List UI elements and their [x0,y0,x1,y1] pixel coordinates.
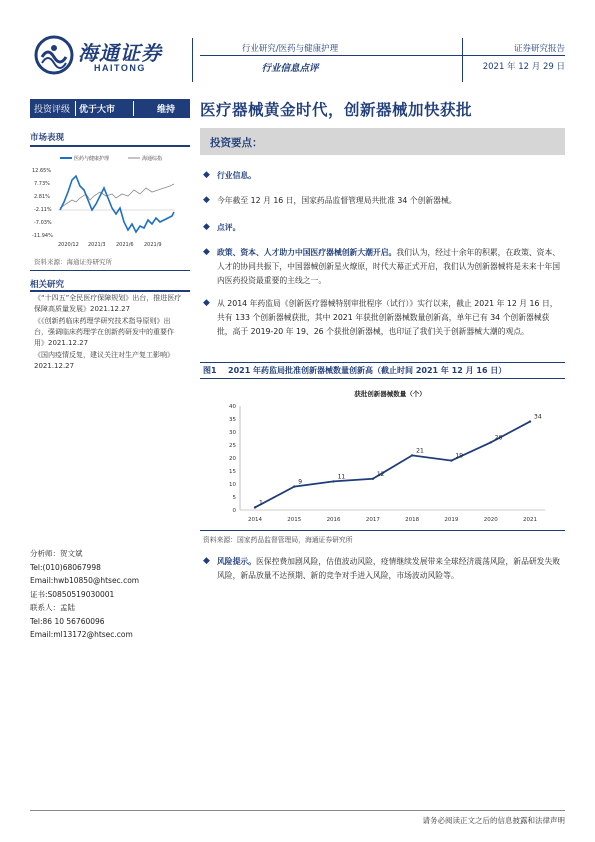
data-label: 19 [455,452,464,460]
key-point-text: 我们认为，经过十余年的积累，在政策、资本、人才的协同共振下，中国器械创新星火燎原，时代大幕正式开启，我们认为创新器械将是未来十年国内医药投资最重要的主线之一。 [217,248,561,285]
mini-legend [60,155,162,162]
data-label: 11 [337,473,346,481]
y-tick-label: 20 [229,456,236,462]
risk-text: 医保控费加剧风险，估值波动风险，疫情继续发展带来全球经济震荡风险，新品研发失败风险，新品放量不达预期、新的竞争对手进入风险，市场波动风险等。 [217,557,561,580]
data-point [450,459,452,461]
market-rule [30,145,190,147]
market-heading: 市场表现 [30,133,65,143]
series-group [254,414,542,509]
series-line [255,422,530,508]
x-tick: 2020/12 [58,242,79,248]
figure-source: 资料来源：国家药品监督管理局，海通证券研究所 [203,536,353,544]
y-tick: 7.73% [34,181,50,187]
footer-rule [30,810,565,811]
y-tick: -11.94% [32,233,53,239]
data-label: 26 [494,434,503,442]
key-points-heading: 投资要点： [210,137,263,149]
header-center [200,42,380,74]
mini-yaxis [32,168,53,239]
header-divider [192,38,193,82]
risk-warning [217,555,563,583]
key-point [217,194,563,208]
rating-bar [30,99,190,118]
footer-disclaimer[interactable]: 请务必阅读正文之后的信息披露和法律声明 [422,816,565,825]
index-line [60,184,174,208]
x-tick: 2021/9 [144,242,162,248]
doc-title: 医疗器械黄金时代，创新器械加快获批 [200,101,473,119]
y-tick-label: 25 [229,443,236,449]
x-tick: 2021/3 [88,242,106,248]
key-point [217,246,563,288]
y-tick-label: 15 [229,469,236,475]
source-rule [30,270,190,271]
data-point [254,506,256,508]
x-tick-label: 2020 [483,517,498,523]
report-date: 2021 年 12 月 29 日 [482,62,565,72]
related-item[interactable]: 《国内疫情反复，建议关注对生产复工影响》2021.12.27 [34,351,174,370]
contact-email[interactable]: Email:ml13172@htsec.com [30,630,133,639]
industry-line: 行业研究/医药与健康护理 [241,44,339,54]
bullet-icon: ◆ [203,195,210,205]
risk-lead: 风险提示。 [217,557,256,566]
sector-line [60,176,174,232]
analyst-tel: Tel:(010)68067998 [30,562,101,572]
figure-bottom-rule [200,530,565,531]
related-item[interactable]: 《“十四五”全民医疗保障规划》出台，推进医疗保障高质量发展》2021.12.27 [34,294,182,313]
logo-cn-text: 海通证券 [78,41,162,65]
figure-label: 图1 [203,366,217,375]
x-tick-label: 2015 [287,517,302,523]
data-point [293,485,295,487]
x-tick-label: 2014 [248,517,262,523]
logo-en-text: HAITONG [94,63,146,73]
mini-chart-source: 资料来源：海通证券研究所 [34,258,112,266]
rating-sep [133,101,134,116]
header-right [470,42,565,72]
y-tick-label: 40 [229,404,236,410]
x-tick: 2021/6 [116,242,134,248]
key-point [217,221,563,235]
y-tick: -7.03% [34,220,52,226]
analyst-cert: 证书:S0850519030001 [30,589,115,599]
data-point [332,480,334,482]
key-point-lead: 点评。 [217,223,241,232]
bullet-icon: ◆ [203,170,210,180]
y-tick-label: 10 [229,482,236,488]
y-tick-label: 30 [229,430,236,436]
data-label: 12 [376,470,385,478]
x-tick-label: 2021 [523,517,537,523]
haitong-emblem-icon [34,35,74,75]
x-axis [240,510,545,523]
data-point [411,454,413,456]
research-label: 证券研究报告 [513,44,565,54]
bullet-icon: ◆ [203,222,210,232]
x-tick-label: 2017 [365,517,380,523]
market-performance-chart [30,150,190,250]
figure-title: 2021 年药监局批准创新器械数量创新高（截止时间 2021 年 12 月 16 日） [228,366,507,375]
analyst-name: 分析师：贺文斌 [30,549,83,558]
y-tick: 12.65% [32,168,52,174]
key-points-band [200,128,565,155]
analyst-email[interactable]: Email:hwb10850@htsec.com [30,576,140,585]
data-point [490,441,492,443]
y-tick-label: 35 [229,417,236,423]
key-point [217,169,563,183]
chart-title: 获批创新器械数量（个） [354,390,426,398]
contact-tel: Tel:86 10 56760096 [30,616,105,626]
legend-index: 海通综指 [142,156,163,162]
rating-action: 维持 [157,105,176,115]
x-tick-label: 2016 [326,517,341,523]
contact-name: 联系人：孟陆 [30,603,75,612]
y-tick: -2.11% [34,207,52,213]
data-label: 21 [416,447,424,455]
key-point-text: 从 2014 年药监局《创新医疗器械特别审批程序（试行）》实行以来，截止 2021 年 12 月 16 日，共有 133 个创新器械获批，其中 2021 年获批创新器械数量创新高，单年已有 34 个创新器械获批，高于 2019-20 年 19、26 个获批创新器械，也印证了我们关于创新器械大潮的观点。 [217,299,558,336]
bullet-icon: ◆ [203,247,210,257]
data-label: 9 [298,478,303,486]
related-rule [30,290,190,292]
report-type: 行业信息点评 [261,63,319,74]
y-tick-label: 5 [232,495,236,501]
analyst-contacts [30,547,190,642]
y-tick: 2.81% [34,194,50,200]
figure-title-bar [200,362,565,379]
bullet-icon: ◆ [203,556,210,566]
mini-xaxis [58,242,162,248]
key-point-lead: 行业信息。 [217,171,256,180]
data-label: 1 [259,499,263,507]
x-tick-label: 2019 [444,517,459,523]
y-axis [229,404,240,514]
data-label: 34 [534,413,542,421]
y-tick-label: 0 [232,508,236,514]
data-point [529,420,531,422]
rating-sep [75,101,76,116]
key-point-lead: 政策、资本、人才助力中国医疗器械创新大潮开启。 [217,248,397,257]
key-point [217,297,563,339]
related-heading: 相关研究 [30,280,65,290]
related-item[interactable]: 《《创新药临床药理学研究技术指导原则》出台，强调临床药理学在创新药研发中的重要作用》2021.12.27 [34,317,174,347]
key-point-text: 今年截至 12 月 16 日，国家药品监督管理局共批准 34 个创新器械。 [217,196,457,205]
innovative-device-line-chart [200,382,565,530]
haitong-logo [34,35,194,77]
x-tick-label: 2018 [405,517,420,523]
rating-label: 投资评级 [34,105,71,115]
related-list [34,293,184,373]
header-divider-right [462,38,463,82]
bullet-icon: ◆ [203,298,210,308]
rating-value: 优于大市 [79,105,116,115]
data-point [372,478,374,480]
legend-sector: 医药与健康护理 [74,156,110,162]
